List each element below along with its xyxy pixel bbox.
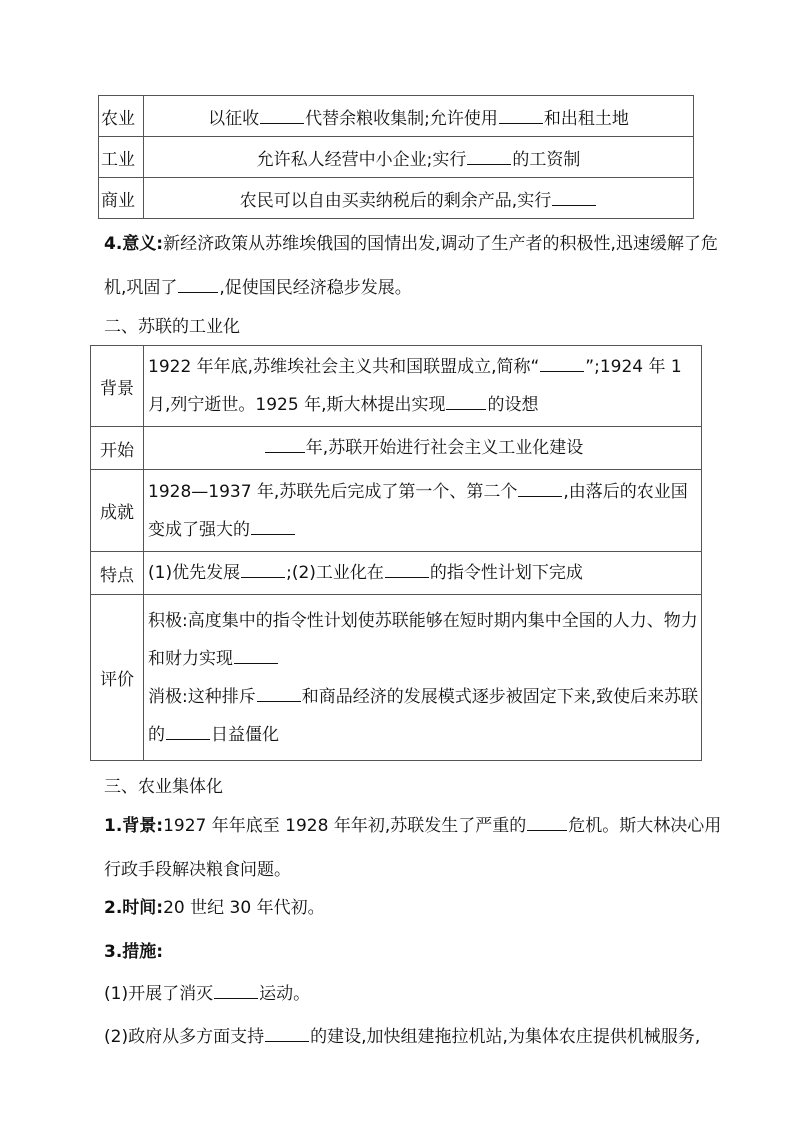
fill-blank[interactable] (467, 146, 511, 165)
fill-blank[interactable] (265, 434, 305, 453)
collectivization-measures-label (104, 930, 724, 974)
fill-blank[interactable] (214, 980, 258, 999)
section-title-industrialization: 二、苏联的工业化 (104, 317, 240, 337)
measure-text: (1)开展了消灭 (104, 984, 214, 1004)
row-text: 年,苏联开始进行社会主义工业化建设 (305, 438, 584, 458)
row-content (144, 595, 702, 761)
fill-blank[interactable] (166, 721, 210, 740)
fill-blank[interactable] (385, 559, 429, 578)
row-text: 的工资制 (512, 149, 581, 170)
row-content (144, 427, 702, 470)
fill-blank[interactable] (178, 274, 218, 293)
fill-blank[interactable] (446, 391, 486, 410)
fill-blank[interactable] (518, 478, 562, 497)
table-row (99, 137, 694, 178)
industrialization-table (90, 345, 702, 761)
table-row (91, 427, 702, 470)
table-row (99, 96, 694, 137)
meaning-label: 4.意义: (104, 234, 164, 254)
measure-2 (104, 1015, 724, 1059)
measures-label: 3.措施: (104, 942, 164, 962)
row-text: 农民可以自由买卖纳税后的剩余产品,实行 (239, 190, 552, 211)
row-head-evaluation: 评价 (91, 595, 144, 761)
table-row (99, 178, 694, 219)
row-text: ”;1924 年 1 月,列宁逝世。1925 年,斯大林提出实现 (148, 357, 682, 415)
background-text: 危机。斯大林决心用行政手段解决粮食问题。 (104, 816, 722, 880)
measure-text: 的建设,加快组建拖拉机站,为集体农庄提供机械服务, (310, 1027, 701, 1047)
row-head-commerce: 商业 (99, 178, 144, 219)
row-text: 的设想 (487, 395, 539, 415)
fill-blank[interactable] (527, 812, 567, 831)
section-title-collectivization: 三、农业集体化 (104, 777, 223, 797)
row-content (144, 137, 694, 178)
row-text: 积极:高度集中的指令性计划使苏联能够在短时期内集中全国的人力、物力和财力实现 (148, 610, 698, 669)
table-row (91, 552, 702, 595)
row-text: 以征收 (208, 108, 260, 129)
row-text: (1)优先发展 (148, 563, 241, 583)
fill-blank[interactable] (241, 559, 285, 578)
fill-blank[interactable] (499, 105, 543, 124)
fill-blank[interactable] (257, 683, 301, 702)
measure-text: (2)政府从多方面支持 (104, 1027, 265, 1047)
fill-blank[interactable] (234, 645, 278, 664)
fill-blank[interactable] (251, 516, 295, 535)
row-text: 日益僵化 (211, 724, 279, 745)
table-row (91, 595, 702, 761)
fill-blank[interactable] (260, 105, 304, 124)
row-head-start: 开始 (91, 427, 144, 470)
row-content (144, 552, 702, 595)
row-text: ,由落后的农业国变成了强大的 (148, 481, 688, 540)
meaning-paragraph (104, 222, 724, 310)
collectivization-background (104, 804, 724, 892)
collectivization-time (104, 886, 724, 930)
time-label: 2.时间: (104, 898, 164, 918)
row-text: 1922 年年底,苏维埃社会主义共和国联盟成立,简称“ (148, 357, 540, 377)
fill-blank[interactable] (552, 187, 596, 206)
meaning-text: ,促使国民经济稳步发展。 (219, 278, 412, 298)
background-label: 1.背景: (104, 816, 164, 836)
nep-table (98, 95, 694, 219)
row-head-feature: 特点 (91, 552, 144, 595)
row-head-industry: 工业 (99, 137, 144, 178)
table-row (91, 346, 702, 427)
row-head-achievement: 成就 (91, 470, 144, 552)
fill-blank[interactable] (540, 353, 584, 372)
row-text: 代替余粮收集制;允许使用 (305, 108, 498, 129)
row-text: 的指令性计划下完成 (429, 563, 583, 583)
time-text: 20 世纪 30 年代初。 (163, 898, 325, 918)
meaning-text: 新经济政策从苏维埃俄国的国情出发,调动了生产者的积极性,迅速缓解了危机,巩固了 (104, 234, 718, 298)
row-content (144, 346, 702, 427)
row-content (144, 470, 702, 552)
measure-1 (104, 972, 724, 1016)
row-content (144, 178, 694, 219)
row-text: 1928—1937 年,苏联先后完成了第一个、第二个 (148, 481, 518, 502)
row-head-background: 背景 (91, 346, 144, 427)
row-text: 允许私人经营中小企业;实行 (256, 149, 467, 170)
row-text: ;(2)工业化在 (286, 563, 384, 583)
row-text: 消极:这种排斥 (148, 686, 256, 707)
measure-text: 运动。 (259, 984, 311, 1004)
row-text: 和出租土地 (543, 108, 629, 129)
background-text: 1927 年年底至 1928 年年初,苏联发生了严重的 (163, 816, 527, 836)
row-head-agriculture: 农业 (99, 96, 144, 137)
table-row (91, 470, 702, 552)
row-content (144, 96, 694, 137)
row-text: 和商品经济的发展模式逐步被固定下来,致使后来苏联的 (148, 686, 699, 745)
fill-blank[interactable] (265, 1023, 309, 1042)
